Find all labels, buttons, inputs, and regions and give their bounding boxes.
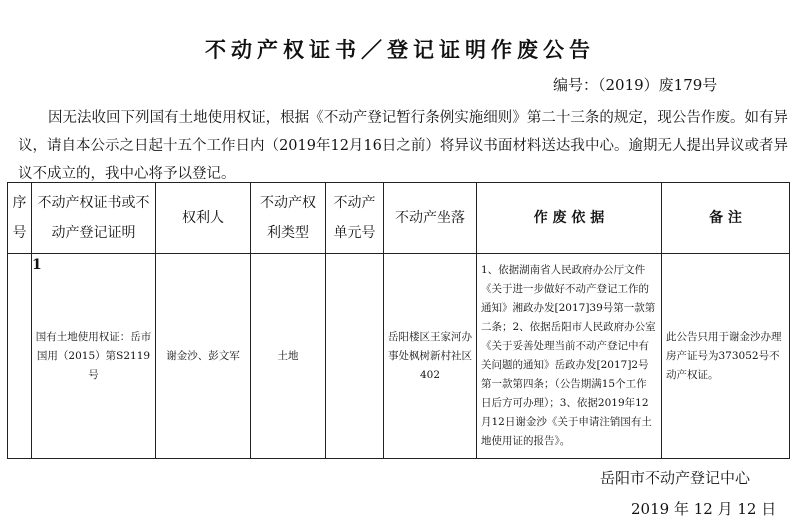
row-basis: 1、依据湖南省人民政府办公厅文件《关于进一步做好不动产登记工作的通知》湘政办发[2017]39号第一款第二条；2、依据岳阳市人民政府办公室《关于妥善处理当前不动产登记中有关问题的通知》岳政办发[2017]2号第一款第四条；（公告期满15个工作日后方可办理）；3、依据2019年12月12日谢金沙《关于申请注销国有土地使用证的报告》。 [477, 254, 662, 459]
header-holder: 权利人 [156, 183, 251, 254]
header-unit-no: 不动产单元号 [326, 183, 384, 254]
issue-date: 2019 年 12 月 12 日 [631, 500, 777, 518]
intro-paragraph: 因无法收回下列国有土地使用权证，根据《不动产登记暂行条例实施细则》第二十三条的规定，现公告作废。如有异议，请自本公示之日起十五个工作日内（2019年12月16日之前）将异议书面材料送达我中心。逾期无人提出异议或者异议不成立的，我中心将予以登记。 [18, 110, 788, 182]
header-location: 不动产坐落 [384, 183, 477, 254]
header-seq: 序号 [8, 183, 32, 254]
table-header-row [8, 183, 790, 254]
row-holder: 谢金沙、彭文军 [156, 254, 251, 459]
row-seq-cell [8, 254, 42, 459]
row-location: 岳阳楼区王家河办事处枫树新村社区402 [384, 254, 477, 459]
row-unit-no [326, 254, 384, 459]
page-title: 不动产权证书／登记证明作废公告 [205, 38, 595, 62]
header-remark: 备 注 [662, 183, 790, 254]
document-number: 编号：（2019）废179号 [553, 76, 718, 94]
header-basis: 作 废 依 据 [477, 183, 662, 254]
issuer-name: 岳阳市不动产登记中心 [600, 469, 751, 487]
notice-table [7, 182, 790, 459]
row-cert: 国有土地使用权证：岳市国用（2015）第S2119号 [32, 254, 156, 459]
header-cert: 不动产权证书或不动产登记证明 [32, 183, 156, 254]
header-right-type: 不动产权利类型 [251, 183, 326, 254]
table-row [8, 254, 790, 459]
row-remark: 此公告只用于谢金沙办理房产证号为373052号不动产权证。 [662, 254, 790, 459]
row-right-type: 土地 [251, 254, 326, 459]
row-seq: 1 [32, 257, 42, 273]
